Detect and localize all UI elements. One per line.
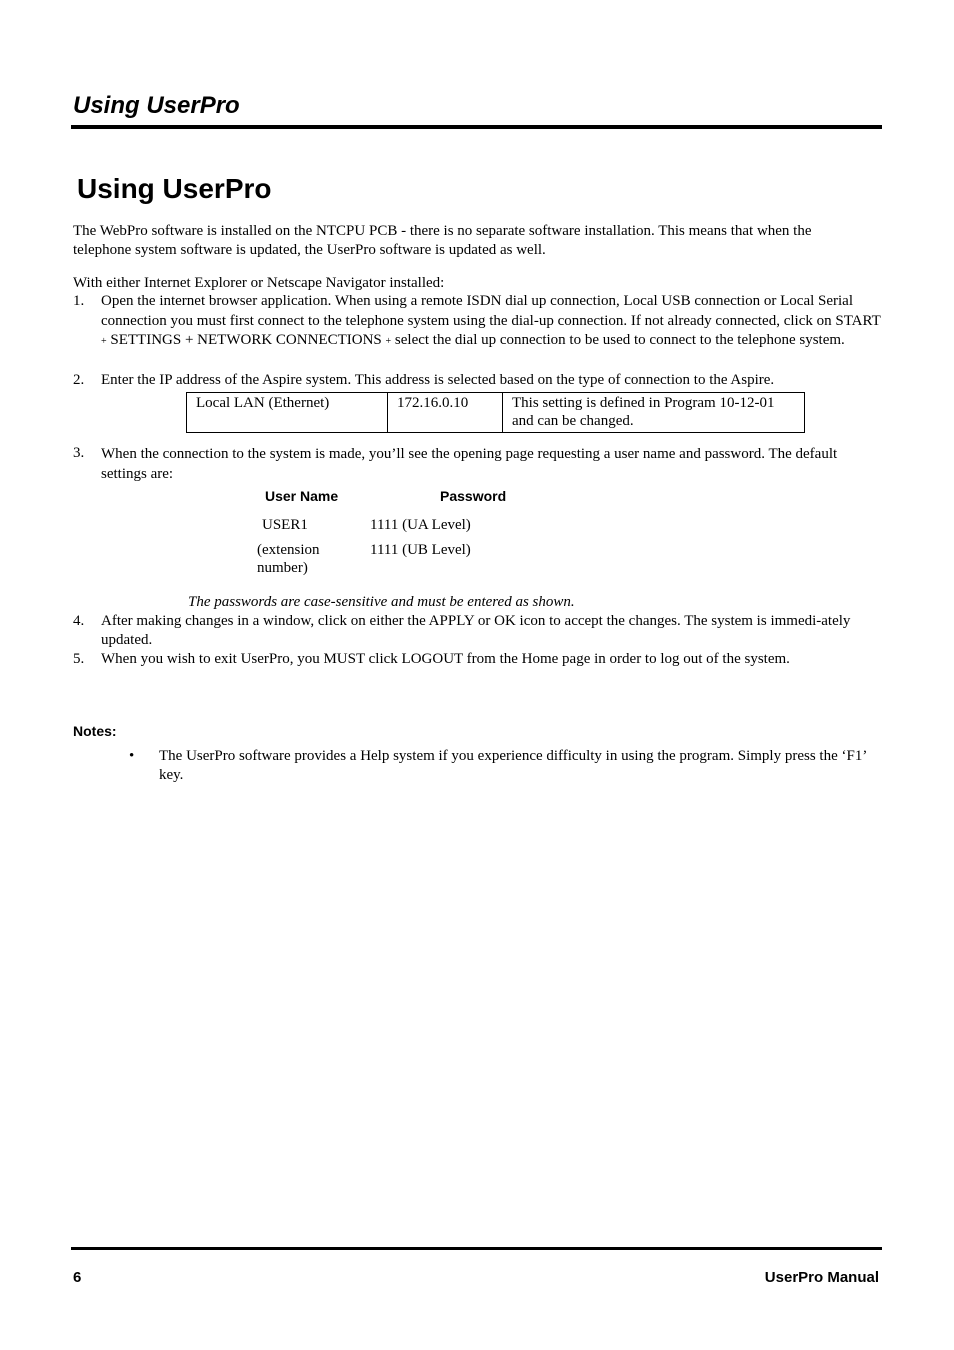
ip-address-cell: 172.16.0.10 (388, 393, 503, 433)
notes-heading: Notes: (73, 723, 117, 739)
page-title: Using UserPro (77, 173, 272, 204)
step-5 (73, 650, 881, 669)
step-3-number: 3. (73, 445, 85, 461)
step-4-text: After making changes in a window, click on either the APPLY or OK icon to accept the changes. The system is immedi-ately updated. (101, 613, 851, 648)
step-1-text: Open the internet browser application. When using a remote ISDN dial up connection, Local USB connection or Local Serial connection you must first connect to the telephone system using the dial-up connection. If not already connected, click on START + SETTINGS + NETWORK CONNECTIONS + select the dial up connection to be used to connect to the telephone system. (101, 293, 881, 348)
step-1 (73, 292, 881, 352)
step-5-text: When you wish to exit UserPro, you MUST click LOGOUT from the Home page in order to log out of the system. (101, 651, 790, 667)
case-sensitive-note: The passwords are case-sensitive and must be entered as shown. (188, 594, 575, 610)
lead-in-paragraph: With either Internet Explorer or Netscape Navigator installed: (73, 275, 445, 291)
step-5-number: 5. (73, 651, 85, 667)
footer-rule (71, 1247, 882, 1250)
credential-user-1: USER1 (262, 517, 308, 533)
step-1-number: 1. (73, 293, 85, 309)
header-rule (71, 125, 882, 129)
credential-password-2: 1111 (UB Level) (370, 542, 471, 558)
plus-separator: + (101, 336, 107, 347)
connection-note-cell: This setting is defined in Program 10-12-01 and can be changed. (503, 393, 805, 433)
bullet-icon: • (129, 748, 135, 764)
connection-type-cell: Local LAN (Ethernet) (187, 393, 388, 433)
connection-table (186, 392, 805, 433)
running-header-title: Using UserPro (73, 92, 240, 119)
step-3-text: When the connection to the system is made, you’ll see the opening page requesting a user name and password. The default settings are: (101, 446, 838, 482)
notes-item: The UserPro software provides a Help system if you experience difficulty in using the program. Simply press the ‘F1’ key. (159, 748, 867, 783)
manual-name: UserPro Manual (764, 1269, 879, 1286)
user-name-header: User Name (265, 488, 339, 504)
step-2-text: Enter the IP address of the Aspire system. This address is selected based on the type of connection to the Aspire. (101, 372, 775, 388)
step-3 (73, 444, 881, 484)
table-row (187, 393, 805, 433)
plus-separator: + (385, 336, 392, 347)
step-2 (73, 371, 881, 390)
step-4-number: 4. (73, 613, 85, 629)
page-number: 6 (73, 1269, 82, 1286)
intro-paragraph: The WebPro software is installed on the NTCPU PCB - there is no separate software installation. This means that when the telephone system software is updated, the UserPro software is updated as well. (73, 223, 812, 258)
step-2-number: 2. (73, 372, 85, 388)
step-4 (73, 612, 881, 650)
credential-password-1: 1111 (UA Level) (370, 517, 471, 533)
password-header: Password (440, 488, 507, 504)
credential-user-2: (extension number) (257, 542, 320, 576)
